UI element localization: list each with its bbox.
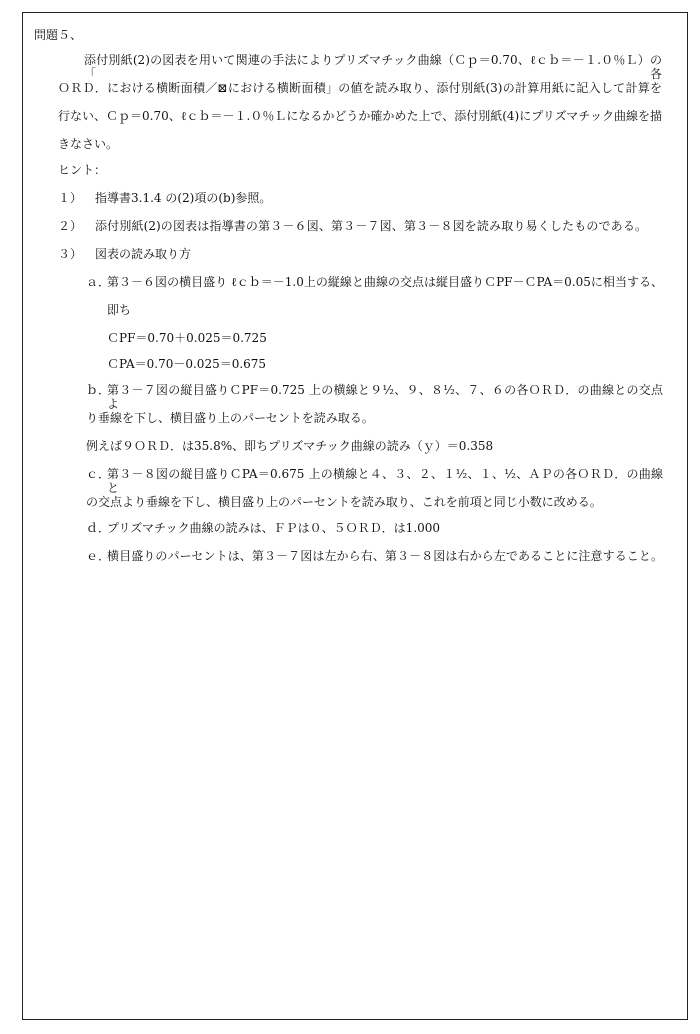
problem-body-line-3: 行ない、Ｃｐ＝0.70、ℓｃｂ＝－１.０％Ｌになるかどうか確かめた上で、添付別紙(4)にプリズマチック曲線を描 — [58, 109, 662, 123]
sub-a-line-4: ＣPA＝0.70－0.025＝0.675 — [107, 357, 267, 371]
hint-item-2-text: 添付別紙(2)の図表は指導書の第３－６図、第３－７図、第３－８図を読み取り易くしたものである。 — [95, 219, 647, 233]
sub-c-line-2: の交点より垂線を下し、横目盛り上のパーセントを読み取り、これを前項と同じ小数に改める。 — [86, 495, 602, 509]
sub-c-line-1: 第３－８図の縦目盛りＣPA＝0.675 上の横線と４、３、２、１½、１、½、ＡＰの各ＯＲＤ．の曲線と — [107, 467, 663, 495]
sub-b-label: ｂ． — [86, 383, 111, 397]
sub-e-line-1: 横目盛りのパーセントは、第３－７図は左から右、第３－８図は右から左であることに注意すること。 — [107, 549, 663, 563]
sub-b-line-2: り垂線を下し、横目盛り上のパーセントを読み取る。 — [86, 411, 374, 425]
sub-b-line-3: 例えば９ＯＲＤ．は35.8%、即ちプリズマチック曲線の読み（ｙ）＝0.358 — [86, 439, 494, 453]
sub-c-label: ｃ． — [86, 467, 111, 481]
hint-item-1-text: 指導書3.1.4 の(2)項の(b)参照。 — [95, 191, 272, 205]
page-frame — [22, 12, 688, 1020]
sub-a-line-3: ＣPF＝0.70＋0.025＝0.725 — [107, 331, 267, 345]
hint-item-3-number: ３） — [58, 247, 83, 261]
sub-a-label: ａ． — [86, 275, 111, 289]
hint-item-1-number: １） — [58, 191, 83, 205]
sub-a-line-2: 即ち — [107, 303, 132, 317]
sub-e-label: ｅ． — [86, 549, 111, 563]
sub-d-line-1: プリズマチック曲線の読みは、ＦＰは０、５ＯＲＤ．は1.000 — [107, 521, 441, 535]
problem-body-line-4: きなさい。 — [58, 137, 119, 151]
hint-item-3-text: 図表の読み取り方 — [95, 247, 192, 261]
sub-a-line-1: 第３－６図の横目盛り ℓｃｂ＝－1.0上の縦線と曲線の交点は縦目盛りＣPF－ＣPA＝0.05に相当する、 — [107, 275, 663, 289]
sub-d-label: ｄ． — [86, 521, 111, 535]
problem-body-line-2: ＯＲＤ．における横断面積／⊠における横断面積」の値を読み取り、添付別紙(3)の計算用紙に記入して計算を — [58, 81, 662, 95]
sub-b-line-1: 第３－７図の縦目盛りＣPF＝0.725 上の横線と９½、９、８½、７、６の各ＯＲＤ．の曲線との交点よ — [107, 383, 663, 411]
hint-item-2-number: ２） — [58, 219, 83, 233]
problem-heading: 問題５、 — [34, 28, 83, 42]
hint-heading: ヒント： — [58, 163, 107, 177]
problem-body-line-1: 添付別紙(2)の図表を用いて関連の手法によりプリズマチック曲線（Ｃｐ＝0.70、ℓｃｂ＝－１.０％Ｌ）の「各 — [84, 53, 662, 81]
